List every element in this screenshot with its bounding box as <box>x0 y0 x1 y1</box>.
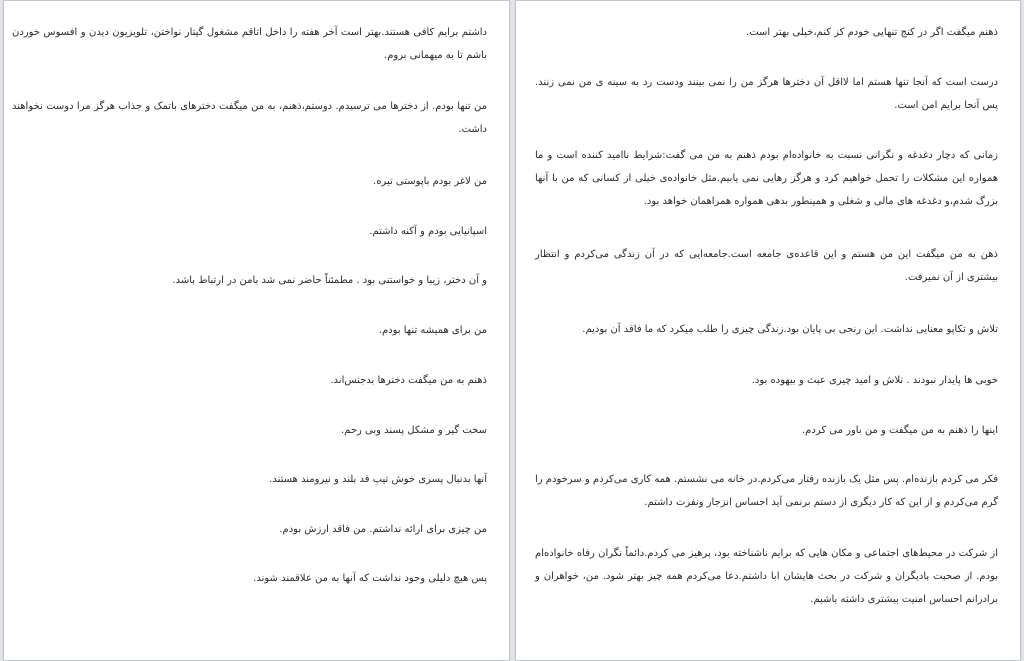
paragraph: ذهن به من میگفت این من هستم و این قاعده‌ی جامعه است.جامعه‌ایی که در آن زندگی می‌کردم و انتظار بیشتری از آن نمیرفت. <box>535 249 998 283</box>
paragraph: و آن دختر، زیبا و خواستنی بود . مطمئناً حاضر نمی شد بامن در ارتباط باشد. <box>172 275 487 286</box>
paragraph: تلاش و تکاپو معنایی نداشت. این رنجی بی پایان بود.زندگی چیزی را طلب میکرد که ما فاقد آن بودیم. <box>582 324 998 335</box>
paragraph: آنها بدنبال پسری خوش تیپ قد بلند و نیرومند هستند. <box>269 474 487 485</box>
paragraph: درست است که آنجا تنها هستم اما لااقل آن دخترها هرگز من را نمی بینند ودست رد به سینه ی من نمی زنند. پس آنجا برایم امن است. <box>535 77 998 111</box>
page-left <box>3 0 510 661</box>
paragraph: فکر می کردم بازنده‌ام. پس مثل یک بازنده رفتار می‌کردم.در خانه می نشستم. همه کاری می‌کردم و سرخودم را گرم می‌کردم و از این که کار دیگری از دستم برنمی آید احساس انزجار ونفرت داشتم. <box>535 474 998 508</box>
paragraph: ذهنم به من میگفت دخترها بدجنس‌اند. <box>330 375 487 386</box>
paragraph: خوبی ها پایدار نبودند . تلاش و امید چیزی عبث و بیهوده بود. <box>751 375 998 386</box>
paragraph: من برای همیشه تنها بودم. <box>378 325 487 336</box>
paragraph: سخت گیر و مشکل پسند وبی رحم. <box>341 425 487 436</box>
paragraph: پس هیچ دلیلی وجود نداشت که آنها به من علاقمند شوند. <box>253 573 487 584</box>
paragraph: اینها را ذهنم به من میگفت و من باور می کردم. <box>802 425 998 436</box>
paragraph: داشتم برایم کافی هستند.بهتر است آخر هفته را داخل اتاقم مشغول گیتار نواختن، تلویزیون دیدن و افسوس خوردن باشم تا به میهمانی بروم. <box>12 27 487 61</box>
paragraph: اسپانیایی بودم و آکنه داشتم. <box>369 226 487 237</box>
paragraph: من تنها بودم. از دخترها می ترسیدم. دوستم،ذهنم، به من میگفت دخترهای باتمک و جذاب هرگز مرا دوست نخواهند داشت. <box>12 101 487 135</box>
paragraph: من لاغر بودم باپوستی تیره. <box>373 176 487 187</box>
paragraph: زمانی که دچار دغدغه و نگرانی نسبت به خانواده‌ام بودم ذهنم به من می گفت:شرایط ناامید کننده است و ما همواره این مشکلات را تحمل خواهیم کرد و هرگز رهایی نمی یابیم.مثل خانواده‌ی خیلی از کسانی که من با آنها بزرگ شدم،و دغدغه های مالی و شغلی و همینطور بدهی همواره همراهمان خواهد بود. <box>535 150 998 207</box>
paragraph: من چیزی برای ارائه نداشتم. من فاقد ارزش بودم. <box>279 524 487 535</box>
paragraph: از شرکت در محیط‌های اجتماعی و مکان هایی که برایم ناشناخته بود، پرهیز می کردم.دائماً نگران رفاه خانواده‌ام بودم. از صحبت بادیگران و شرکت در بحث هایشان ابا داشتم.دعا می‌کردم همه چیز بهتر شود. من، خواهران و برادرانم احساس امنیت بیشتری داشته باشیم. <box>535 548 998 605</box>
page-right <box>515 0 1021 661</box>
paragraph: ذهنم میگفت اگر در کنج تنهایی خودم کز کنم،خیلی بهتر است. <box>746 27 998 38</box>
